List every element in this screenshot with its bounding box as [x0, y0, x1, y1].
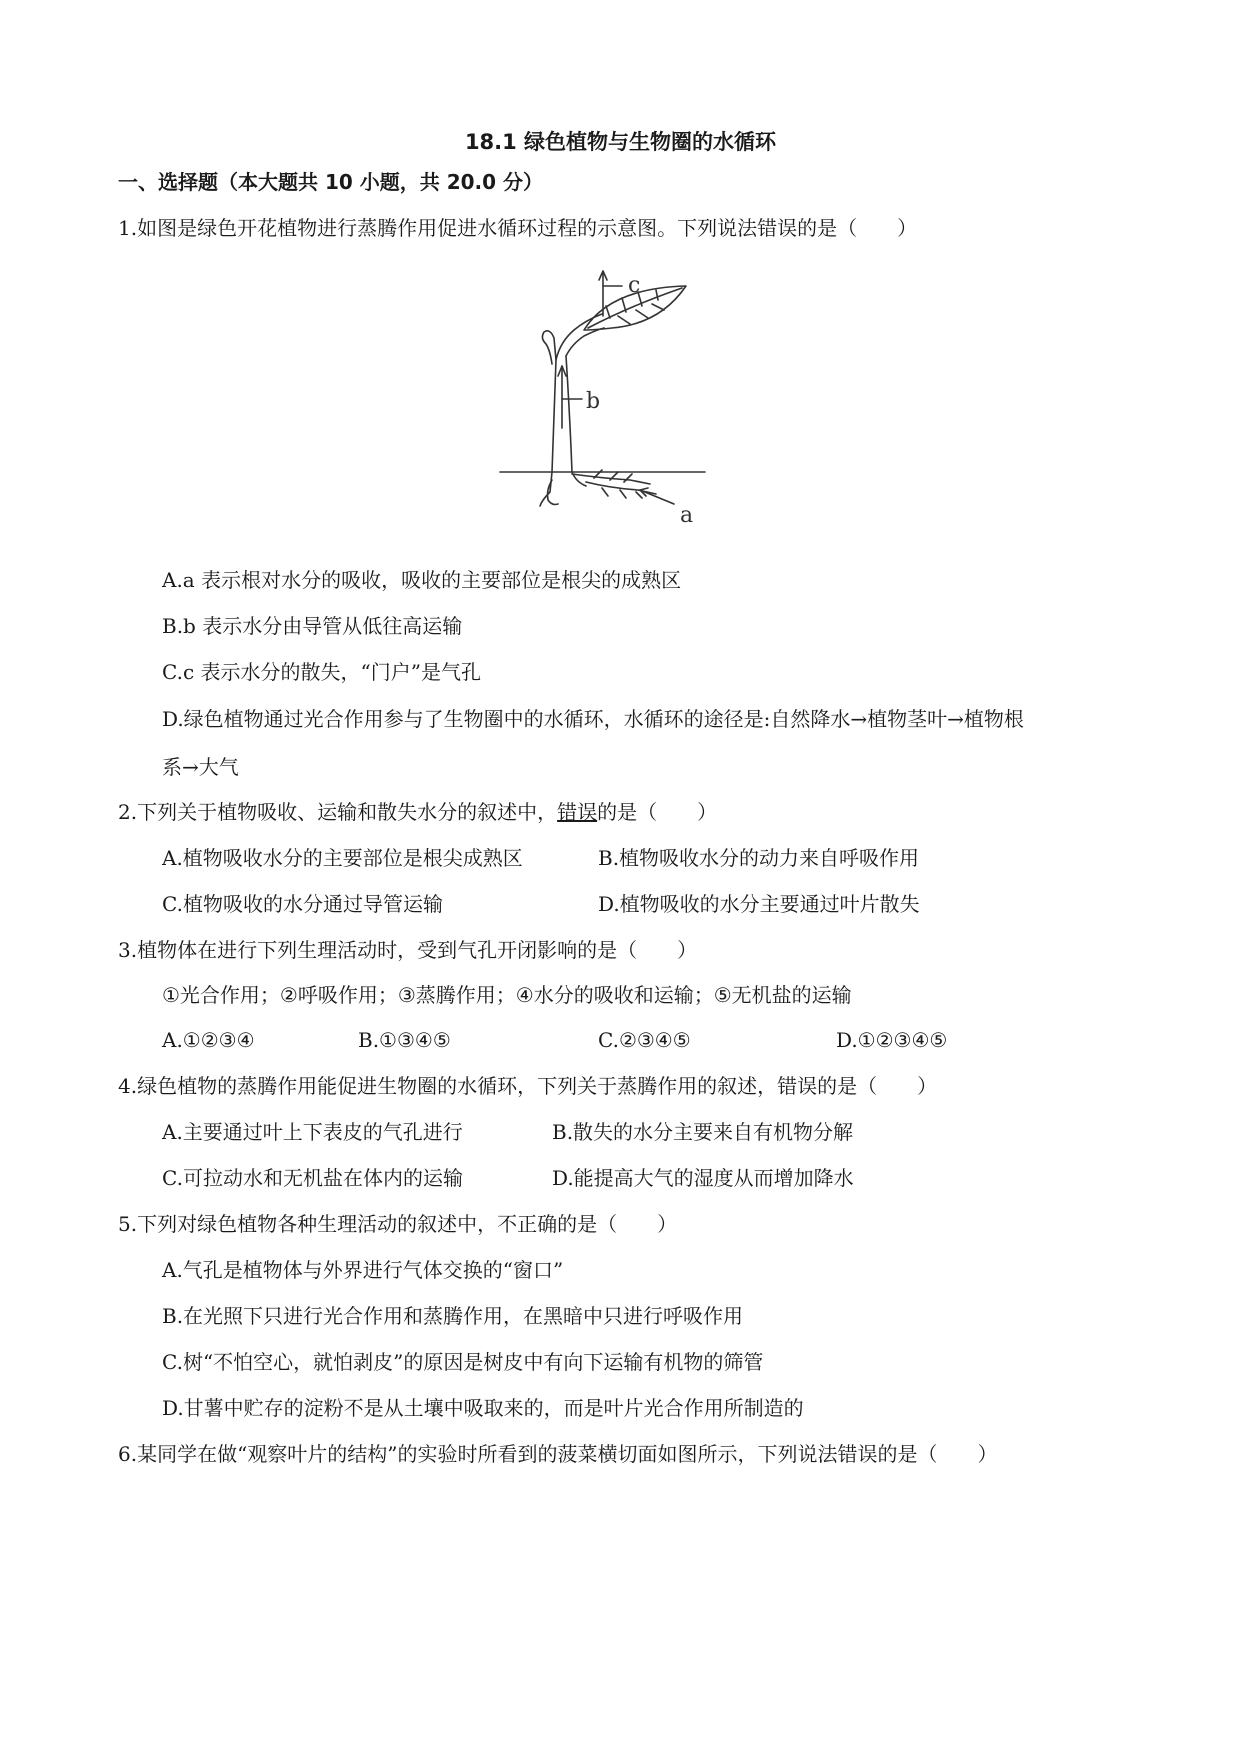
leaf-stalk-upper — [556, 314, 602, 360]
question-3-option-c: C.②③④⑤ — [598, 1028, 691, 1052]
question-1-option-d-line2: 系→大气 — [162, 755, 239, 779]
question-4-option-d: D.能提高大气的湿度从而增加降水 — [552, 1166, 854, 1190]
question-3-option-a: A.①②③④ — [162, 1028, 255, 1052]
plant-water-cycle-figure — [490, 268, 730, 530]
question-2-option-b: B.植物吸收水分的动力来自呼吸作用 — [598, 846, 920, 870]
question-2-option-d: D.植物吸收的水分主要通过叶片散失 — [598, 892, 920, 916]
question-1-option-a: A.a 表示根对水分的吸收，吸收的主要部位是根尖的成熟区 — [162, 568, 682, 592]
question-4-option-b: B.散失的水分主要来自有机物分解 — [552, 1120, 854, 1144]
question-1-option-b: B.b 表示水分由导管从低往高运输 — [162, 614, 463, 638]
stem-right-edge — [566, 356, 586, 486]
question-2-stem — [118, 800, 717, 824]
question-5-option-a: A.气孔是植物体与外界进行气体交换的“窗口” — [162, 1258, 564, 1282]
question-2-stem-post: 的是（ ） — [597, 800, 718, 824]
question-3-stem: 3.植物体在进行下列生理活动时，受到气孔开闭影响的是（ ） — [118, 938, 698, 962]
question-1-option-c: C.c 表示水分的散失，“门户”是气孔 — [162, 660, 481, 684]
label-b: b — [586, 389, 601, 414]
label-c: c — [628, 273, 641, 298]
page-title: 18.1 绿色植物与生物圈的水循环 — [464, 130, 777, 154]
stem-left-edge — [540, 331, 556, 506]
label-a: a — [680, 503, 694, 528]
question-2-option-c: C.植物吸收的水分通过导管运输 — [162, 892, 443, 916]
question-2-stem-pre: 2.下列关于植物吸收、运输和散失水分的叙述中， — [118, 800, 558, 824]
arrow-a-shaft — [640, 490, 674, 504]
question-2-option-a: A.植物吸收水分的主要部位是根尖成熟区 — [162, 846, 523, 870]
question-5-option-b: B.在光照下只进行光合作用和蒸腾作用，在黑暗中只进行呼吸作用 — [162, 1304, 744, 1328]
question-3-option-b: B.①③④⑤ — [358, 1028, 451, 1052]
question-3-option-d: D.①②③④⑤ — [836, 1028, 948, 1052]
question-4-option-a: A.主要通过叶上下表皮的气孔进行 — [162, 1120, 463, 1144]
question-5-stem: 5.下列对绿色植物各种生理活动的叙述中，不正确的是（ ） — [118, 1212, 678, 1236]
question-1-stem: 1.如图是绿色开花植物进行蒸腾作用促进水循环过程的示意图。下列说法错误的是（ ） — [118, 216, 918, 240]
question-5-option-d: D.甘薯中贮存的淀粉不是从土壤中吸取来的，而是叶片光合作用所制造的 — [162, 1396, 804, 1420]
question-4-stem: 4.绿色植物的蒸腾作用能促进生物圈的水循环，下列关于蒸腾作用的叙述，错误的是（ ） — [118, 1074, 938, 1098]
question-3-items: ①光合作用；②呼吸作用；③蒸腾作用；④水分的吸收和运输；⑤无机盐的运输 — [162, 983, 852, 1007]
section-heading: 一、选择题（本大题共 10 小题，共 20.0 分） — [118, 170, 544, 194]
question-1-option-d-line1: D.绿色植物通过光合作用参与了生物圈中的水循环，水循环的途径是:自然降水→植物茎叶→植物根 — [162, 707, 1024, 731]
question-6-stem: 6.某同学在做“观察叶片的结构”的实验时所看到的菠菜横切面如图所示，下列说法错误的是（ ） — [118, 1442, 998, 1466]
question-4-option-c: C.可拉动水和无机盐在体内的运输 — [162, 1166, 463, 1190]
question-5-option-c: C.树“不怕空心，就怕剥皮”的原因是树皮中有向下运输有机物的筛管 — [162, 1350, 764, 1374]
question-2-stem-emphasis: 错误 — [557, 800, 598, 824]
